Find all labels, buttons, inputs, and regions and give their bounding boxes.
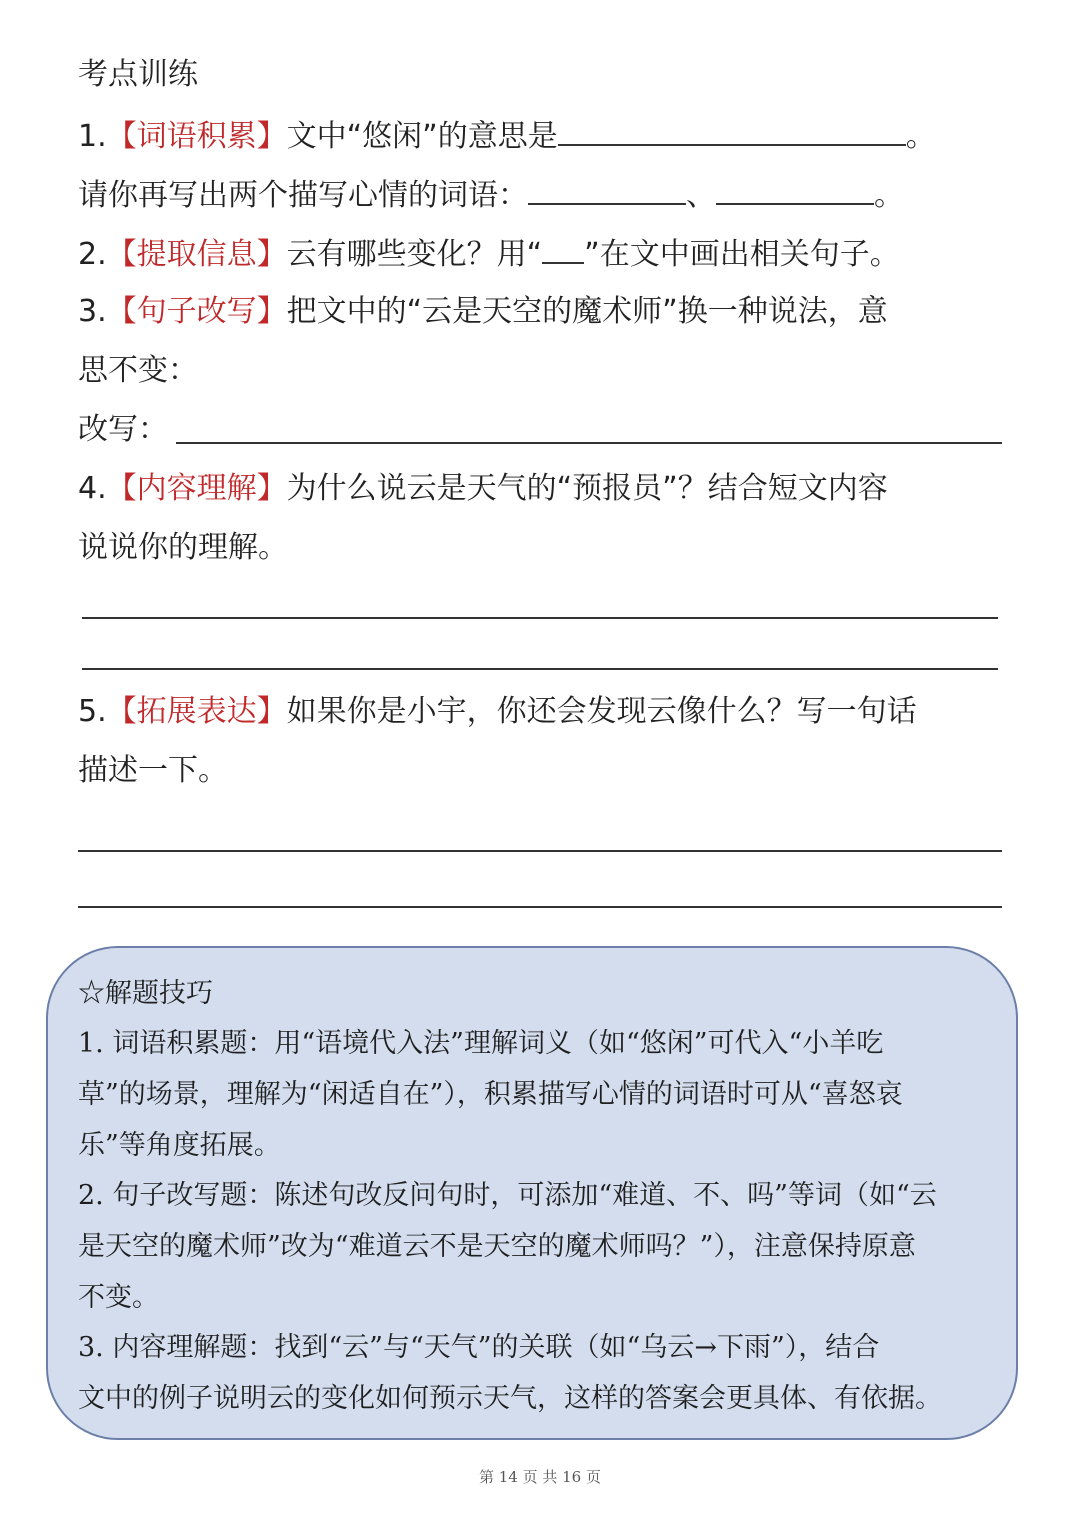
question-4-number: 4.	[78, 471, 107, 506]
tip-line-4: 2. 句子改写题：陈述句改反问句时，可添加“难道、不、吗”等词（如“云	[78, 1180, 937, 1211]
question-1-separator: 、	[686, 178, 716, 213]
underline-mark	[542, 232, 584, 264]
question-4-text: 为什么说云是天气的“预报员”？结合短文内容	[286, 471, 888, 506]
tip-line-5: 是天空的魔术师”改为“难道云不是天空的魔术师吗？”），注意保持原意	[78, 1231, 916, 1262]
tip-line-1: 1. 词语积累题：用“语境代入法”理解词义（如“悠闲”可代入“小羊吃	[78, 1028, 884, 1059]
answer-line-understanding-1[interactable]	[82, 617, 998, 619]
question-1-tag: 【词语积累】	[106, 119, 287, 154]
question-2	[78, 232, 1002, 275]
question-1-subprompt: 请你再写出两个描写心情的词语：	[78, 178, 528, 213]
question-3-answer-label: 改写：	[78, 412, 168, 447]
tip-line-2: 草”的场景，理解为“闲适自在”），积累描写心情的词语时可从“喜怒哀	[78, 1079, 903, 1110]
question-2-text-b: ”在文中画出相关句子。	[584, 237, 900, 272]
question-5-line-2: 描述一下。	[78, 753, 228, 788]
tip-line-7: 3. 内容理解题：找到“云”与“天气”的关联（如“乌云→下雨”），结合	[78, 1332, 880, 1363]
question-4-line-2: 说说你的理解。	[78, 530, 288, 565]
question-3-text: 把文中的“云是天空的魔术师”换一种说法，意	[286, 294, 888, 329]
section-title: 考点训练	[78, 57, 198, 92]
question-3-number: 3.	[78, 294, 107, 329]
question-5-text: 如果你是小宇，你还会发现云像什么？写一句话	[286, 694, 917, 729]
answer-blank-word-2[interactable]	[716, 173, 874, 205]
question-1-number: 1.	[78, 119, 107, 154]
question-3-tag: 【句子改写】	[106, 294, 287, 329]
answer-blank-meaning[interactable]	[558, 114, 906, 146]
question-2-number: 2.	[78, 237, 107, 272]
tip-line-3: 乐”等角度拓展。	[78, 1130, 281, 1161]
question-1-end-2: 。	[874, 178, 904, 213]
tips-title: ☆解题技巧	[78, 978, 213, 1009]
question-1-line-2	[78, 173, 1002, 216]
question-2-text-a: 云有哪些变化？用“	[286, 237, 543, 272]
tip-line-6: 不变。	[78, 1282, 159, 1313]
question-1-text: 文中“悠闲”的意思是	[286, 119, 558, 154]
answer-line-expression-2[interactable]	[78, 906, 1002, 908]
question-4-tag: 【内容理解】	[106, 471, 287, 506]
question-1	[78, 114, 1002, 157]
question-4	[78, 469, 1002, 509]
tip-line-8: 文中的例子说明云的变化如何预示天气，这样的答案会更具体、有依据。	[78, 1383, 942, 1414]
question-3-line-2: 思不变：	[78, 353, 198, 388]
answer-line-understanding-2[interactable]	[82, 668, 998, 670]
answer-blank-word-1[interactable]	[528, 173, 686, 205]
question-5	[78, 692, 1002, 732]
question-1-end: 。	[905, 119, 936, 154]
question-5-number: 5.	[78, 694, 107, 729]
answer-line-expression-1[interactable]	[78, 850, 1002, 852]
question-5-tag: 【拓展表达】	[106, 694, 287, 729]
answer-line-rewrite[interactable]	[176, 442, 1002, 444]
question-3	[78, 292, 1002, 332]
question-2-tag: 【提取信息】	[106, 237, 287, 272]
page-number: 第 14 页 共 16 页	[478, 1468, 601, 1486]
